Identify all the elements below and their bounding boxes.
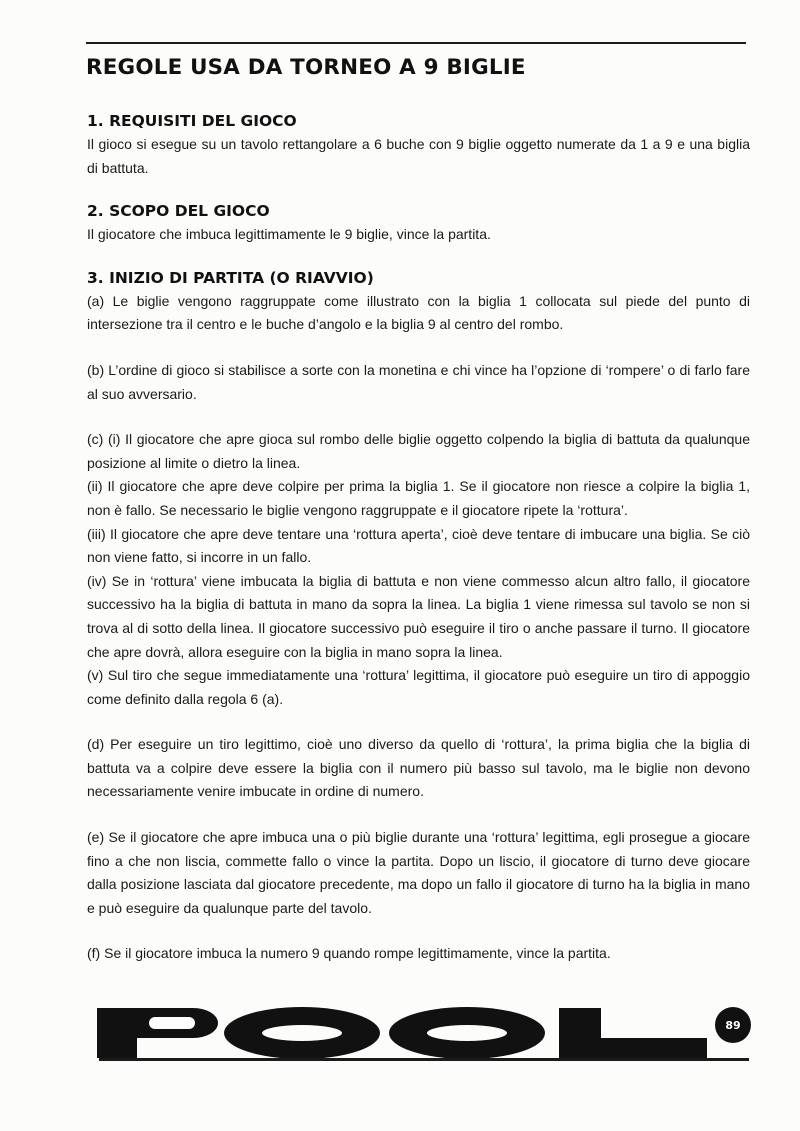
paragraph: Il giocatore che imbuca legittimamente le 9 biglie, vince la partita.	[87, 226, 491, 243]
section-heading: 3. INIZIO DI PARTITA (O RIAVVIO)	[87, 268, 374, 287]
paragraph: Il gioco si esegue su un tavolo rettangolare a 6 buche con 9 biglie oggetto numerate da 1 a 9 e una biglia di battuta.	[87, 136, 750, 176]
paragraph-c-i: (c) (i) Il giocatore che apre gioca sul rombo delle biglie oggetto colpendo la biglia di battuta da qualunque posizione al limite o dietro la linea.	[87, 431, 750, 471]
top-rule	[86, 42, 746, 44]
paragraph-f: (f) Se il giocatore imbuca la numero 9 quando rompe legittimamente, vince la partita.	[87, 945, 611, 962]
section-heading: 2. SCOPO DEL GIOCO	[87, 202, 270, 221]
paragraph-c-iv: (iv) Se in ‘rottura’ viene imbucata la biglia di battuta e non viene commesso alcun altro fallo, il giocatore successivo ha la biglia di battuta in mano da sopra la linea. La biglia 1 viene rimessa sul tavolo se non si trova al di sotto della linea. Il giocatore successivo può eseguire il tiro o anche passare il turno. Il giocatore che apre dovrà, allora eseguire con la biglia in mano sopra la linea.	[87, 572, 750, 660]
pool-logo	[97, 1004, 717, 1064]
paragraph-c-ii: (ii) Il giocatore che apre deve colpire per prima la biglia 1. Se il giocatore non riesce a colpire la biglia 1, non è fallo. Se necessario le biglie vengono raggruppate e il giocatore ripete la ‘rottura’.	[87, 478, 750, 518]
footer	[97, 1004, 757, 1074]
paragraph-a: (a) Le biglie vengono raggruppate come illustrato con la biglia 1 collocata sul piede del punto di intersezione tra il centro e le buche d’angolo e la biglia 9 al centro del rombo.	[87, 292, 750, 333]
section-requisiti	[87, 110, 750, 180]
paragraph-c-v: (v) Sul tiro che segue immediatamente una ‘rottura’ legittima, il giocatore può eseguire un tiro di appoggio come definito dalla regola 6 (a).	[87, 667, 750, 707]
logo-text: POOL	[97, 1004, 100, 1005]
paragraph-b: (b) L’ordine di gioco si stabilisce a sorte con la monetina e chi vince ha l’opzione di ‘rompere’ o di farlo fare al suo avversario.	[87, 361, 750, 402]
section-inizio	[87, 267, 750, 966]
footer-rule	[99, 1058, 749, 1061]
page-title: REGOLE USA DA TORNEO A 9 BIGLIE	[86, 55, 526, 79]
paragraph-d: (d) Per eseguire un tiro legittimo, cioè uno diverso da quello di ‘rottura’, la prima biglia che la biglia di battuta va a colpire deve essere la biglia con il numero più basso sul tavolo, ma le biglie non devono necessariamente venire imbucate in ordine di numero.	[87, 736, 750, 800]
section-scopo	[87, 200, 750, 247]
section-heading: 1. REQUISITI DEL GIOCO	[87, 112, 297, 130]
paragraph-e: (e) Se il giocatore che apre imbuca una o più biglie durante una ‘rottura’ legittima, egli prosegue a giocare fino a che non liscia, commette fallo o vince la partita. Dopo un liscio, il giocatore di turno deve giocare dalla posizione lasciata dal giocatore precedente, ma dopo un fallo il giocatore di turno ha la biglia in mano e può eseguire da qualunque parte del tavolo.	[87, 829, 750, 916]
paragraph-c-iii: (iii) Il giocatore che apre deve tentare una ‘rottura aperta’, cioè deve tentare di imbucare una biglia. Se ciò non viene fatto, si incorre in un fallo.	[87, 525, 750, 566]
document-body	[87, 110, 750, 966]
page-number-badge: 89	[715, 1007, 751, 1043]
